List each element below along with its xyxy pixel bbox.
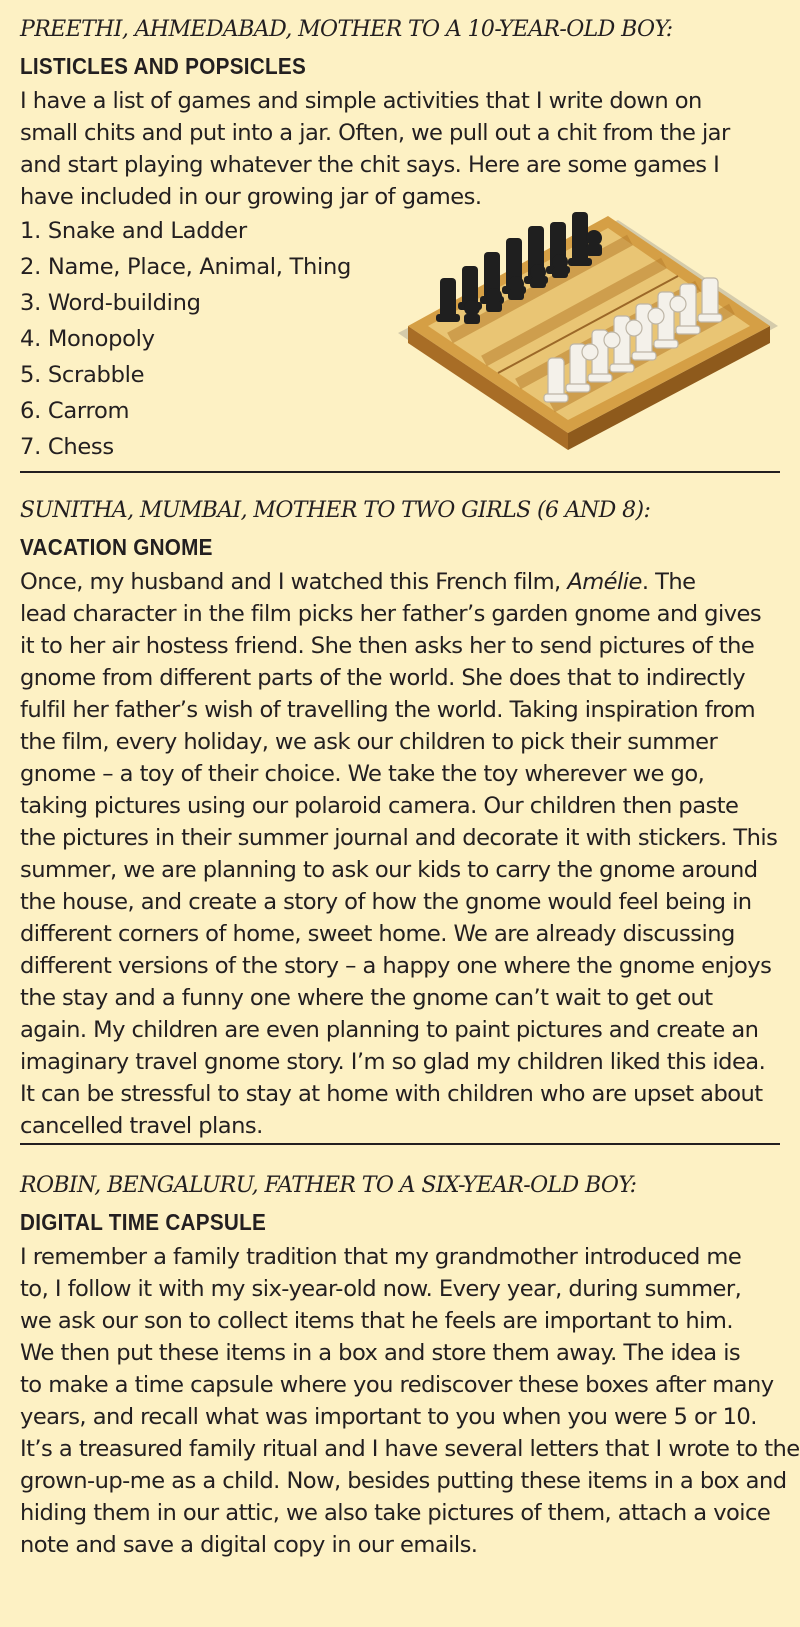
body-line: It can be stressful to stay at home with children who are upset about xyxy=(20,1081,763,1107)
film-title: Amélie xyxy=(567,569,642,595)
body-line: have included in our growing jar of games. xyxy=(20,184,482,210)
body-line: I have a list of games and simple activities that I write down on xyxy=(20,88,702,114)
body-line: summer, we are planning to ask our kids to carry the gnome around xyxy=(20,857,758,883)
body-line: It’s a treasured family ritual and I have several letters that I wrote to the xyxy=(20,1436,800,1462)
byline: SUNITHA, MUMBAI, MOTHER TO TWO GIRLS (6 AND 8): xyxy=(20,498,651,523)
body-line: note and save a digital copy in our emails. xyxy=(20,1532,478,1558)
body-line: I remember a family tradition that my grandmother introduced me xyxy=(20,1244,742,1270)
list-item: 3. Word-building xyxy=(20,290,201,316)
body-line: years, and recall what was important to you when you were 5 or 10. xyxy=(20,1404,757,1430)
body-line: gnome from different parts of the world. She does that to indirectly xyxy=(20,665,746,691)
body-line xyxy=(20,566,780,598)
body-line: the film, every holiday, we ask our children to pick their summer xyxy=(20,729,718,755)
body-line: lead character in the film picks her father’s garden gnome and gives xyxy=(20,601,762,627)
body-line: small chits and put into a jar. Often, we pull out a chit from the jar xyxy=(20,120,730,146)
body-line: gnome – a toy of their choice. We take the toy wherever we go, xyxy=(20,761,705,787)
section-heading: VACATION GNOME xyxy=(20,534,213,560)
list-item: 1. Snake and Ladder xyxy=(20,218,247,244)
section-body xyxy=(20,566,780,1142)
body-line: the house, and create a story of how the gnome would feel being in xyxy=(20,889,752,915)
body-line: grown-up-me as a child. Now, besides putting these items in a box and xyxy=(20,1468,787,1494)
byline: PREETHI, AHMEDABAD, MOTHER TO A 10-YEAR-OLD BOY: xyxy=(20,17,673,42)
body-line: hiding them in our attic, we also take pictures of them, attach a voice xyxy=(20,1500,771,1526)
section-sunitha xyxy=(20,497,780,1142)
body-line: taking pictures using our polaroid camera. Our children then paste xyxy=(20,793,739,819)
list-item: 4. Monopoly xyxy=(20,326,155,352)
section-robin xyxy=(20,1172,800,1561)
body-line: to make a time capsule where you rediscover these boxes after many xyxy=(20,1372,774,1398)
body-line: imaginary travel gnome story. I’m so glad my children liked this idea. xyxy=(20,1049,766,1075)
byline: ROBIN, BENGALURU, FATHER TO A SIX-YEAR-OLD BOY: xyxy=(20,1173,637,1198)
body-line: and start playing whatever the chit says. Here are some games I xyxy=(20,152,720,178)
section-divider xyxy=(20,471,780,473)
body-line: we ask our son to collect items that he feels are important to him. xyxy=(20,1308,733,1334)
body-line: the stay and a funny one where the gnome can’t wait to get out xyxy=(20,985,713,1011)
body-line: the pictures in their summer journal and decorate it with stickers. This xyxy=(20,825,778,851)
body-line: different corners of home, sweet home. We are already discussing xyxy=(20,921,735,947)
body-line: again. My children are even planning to paint pictures and create an xyxy=(20,1017,759,1043)
body-line: fulfil her father’s wish of travelling the world. Taking inspiration from xyxy=(20,697,756,723)
section-body xyxy=(20,85,780,213)
body-line: it to her air hostess friend. She then asks her to send pictures of the xyxy=(20,633,755,659)
list-item: 5. Scrabble xyxy=(20,362,145,388)
section-heading: LISTICLES AND POPSICLES xyxy=(20,53,307,79)
body-text-span: . The xyxy=(641,569,696,595)
chessboard-illustration xyxy=(398,208,778,458)
section-body xyxy=(20,1241,800,1561)
body-line: different versions of the story – a happy one where the gnome enjoys xyxy=(20,953,772,979)
list-item: 6. Carrom xyxy=(20,398,130,424)
body-line: We then put these items in a box and store them away. The idea is xyxy=(20,1340,741,1366)
body-text-span: Once, my husband and I watched this French film, xyxy=(20,569,568,595)
section-heading: DIGITAL TIME CAPSULE xyxy=(20,1209,267,1235)
list-item: 7. Chess xyxy=(20,434,114,460)
body-line: to, I follow it with my six-year-old now. Every year, during summer, xyxy=(20,1276,742,1302)
section-divider xyxy=(20,1143,780,1145)
body-line: cancelled travel plans. xyxy=(20,1113,263,1139)
list-item: 2. Name, Place, Animal, Thing xyxy=(20,254,352,280)
